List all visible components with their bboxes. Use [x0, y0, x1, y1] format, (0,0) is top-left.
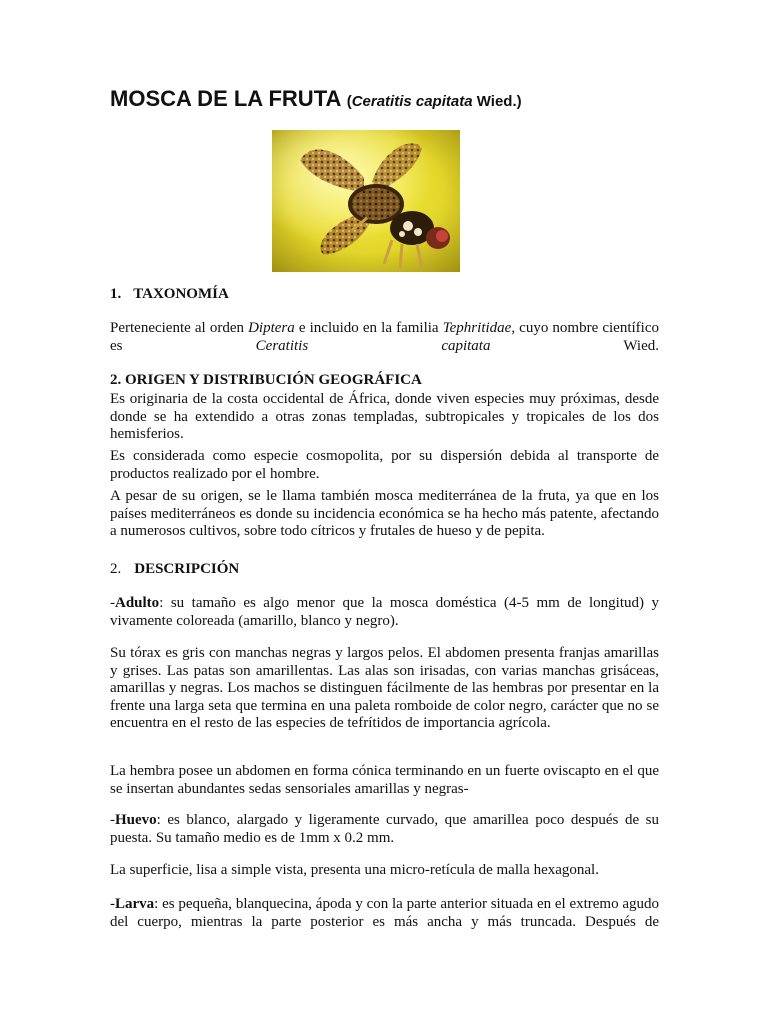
- section-number: 1.: [110, 286, 122, 302]
- huevo-paragraph: [110, 812, 659, 847]
- taxonomy-paragraph: [110, 320, 659, 355]
- section-heading-descripcion: [110, 561, 659, 579]
- title-main: MOSCA DE LA FRUTA: [110, 86, 347, 111]
- dash: -: [110, 896, 115, 912]
- section-heading-origen: 2. ORIGEN Y DISTRIBUCIÓN GEOGRÁFICA: [110, 372, 422, 388]
- origin-paragraph-1: Es originaria de la costa occidental de África, donde viven especies muy próximas, desde donde se ha extendido a otras zonas templadas, subtropicales y tropicales de los dos hemisferios.: [110, 391, 659, 442]
- huevo-label: Huevo: [115, 812, 157, 828]
- fly-photo: [272, 130, 460, 272]
- torax-paragraph: Su tórax es gris con manchas negras y largos pelos. El abdomen presenta franjas amarillas y grises. Las patas son amarillentas. Las alas son irisadas, con varias manchas grisáceas, amarillas y negras. Los machos se distinguen fácilmente de las hembras por presentar en la frente una larga seta que termina en una paleta romboide de color negro, carácter que no se encuentra en el resto de las especies de tefrítidos de importancia agrícola.: [110, 645, 659, 731]
- dash: -: [110, 812, 115, 828]
- huevo-text: : es blanco, alargado y ligeramente curvado, que amarillea poco después de su puesta. Su tamaño medio es de 1mm x 0.2 mm.: [110, 812, 659, 846]
- text-span: e incluido en la familia: [294, 320, 443, 336]
- title-author: Wied.): [472, 93, 522, 110]
- text-span: Wied.: [490, 337, 659, 354]
- hembra-paragraph: La hembra posee un abdomen en forma cónica terminando en un fuerte oviscapto en el que se insertan abundantes sedas sensoriales amarillas y negras-: [110, 763, 659, 797]
- text-span: , cuyo nombre científico es: [110, 320, 659, 354]
- section-number: 2.: [110, 561, 122, 577]
- order-name: Diptera: [248, 320, 295, 336]
- larva-paragraph: [110, 896, 659, 931]
- adulto-label: Adulto: [115, 595, 160, 611]
- document-title: [110, 86, 522, 115]
- section-title: DESCRIPCIÓN: [134, 561, 240, 577]
- fly-illustration: [272, 130, 460, 272]
- adulto-text: : su tamaño es algo menor que la mosca doméstica (4-5 mm de longitud) y vivamente coloreada (amarillo, blanco y negro).: [110, 595, 659, 629]
- family-name: Tephritidae: [442, 320, 512, 336]
- larva-text: : es pequeña, blanquecina, ápoda y con la parte anterior situada en el extremo agudo del cuerpo, mientras la parte posterior es más ancha y más truncada. Después de: [110, 896, 659, 930]
- origin-paragraph-3: A pesar de su origen, se le llama también mosca mediterránea de la fruta, ya que en los países mediterráneos es donde su incidencia económica se ha hecho más patente, afectando a numerosos cultivos, sobre todo cítricos y frutales de hueso y de pepita.: [110, 488, 659, 539]
- section-heading-taxonomia: [110, 286, 659, 304]
- adulto-paragraph: [110, 595, 659, 630]
- species-name: Ceratitis capitata: [255, 337, 491, 354]
- superficie-paragraph: La superficie, lisa a simple vista, presenta una micro-retícula de malla hexagonal.: [110, 862, 599, 878]
- title-subtitle: [347, 93, 522, 110]
- text-span: Perteneciente al orden: [110, 320, 249, 336]
- title-paren: (: [346, 93, 352, 110]
- section-title: TAXONOMÍA: [133, 286, 229, 302]
- origin-paragraph-2: Es considerada como especie cosmopolita, por su dispersión debida al transporte de productos realizado por el hombre.: [110, 448, 659, 482]
- dash: -: [110, 595, 115, 611]
- larva-label: Larva: [115, 896, 155, 912]
- title-species: Ceratitis capitata: [351, 93, 473, 110]
